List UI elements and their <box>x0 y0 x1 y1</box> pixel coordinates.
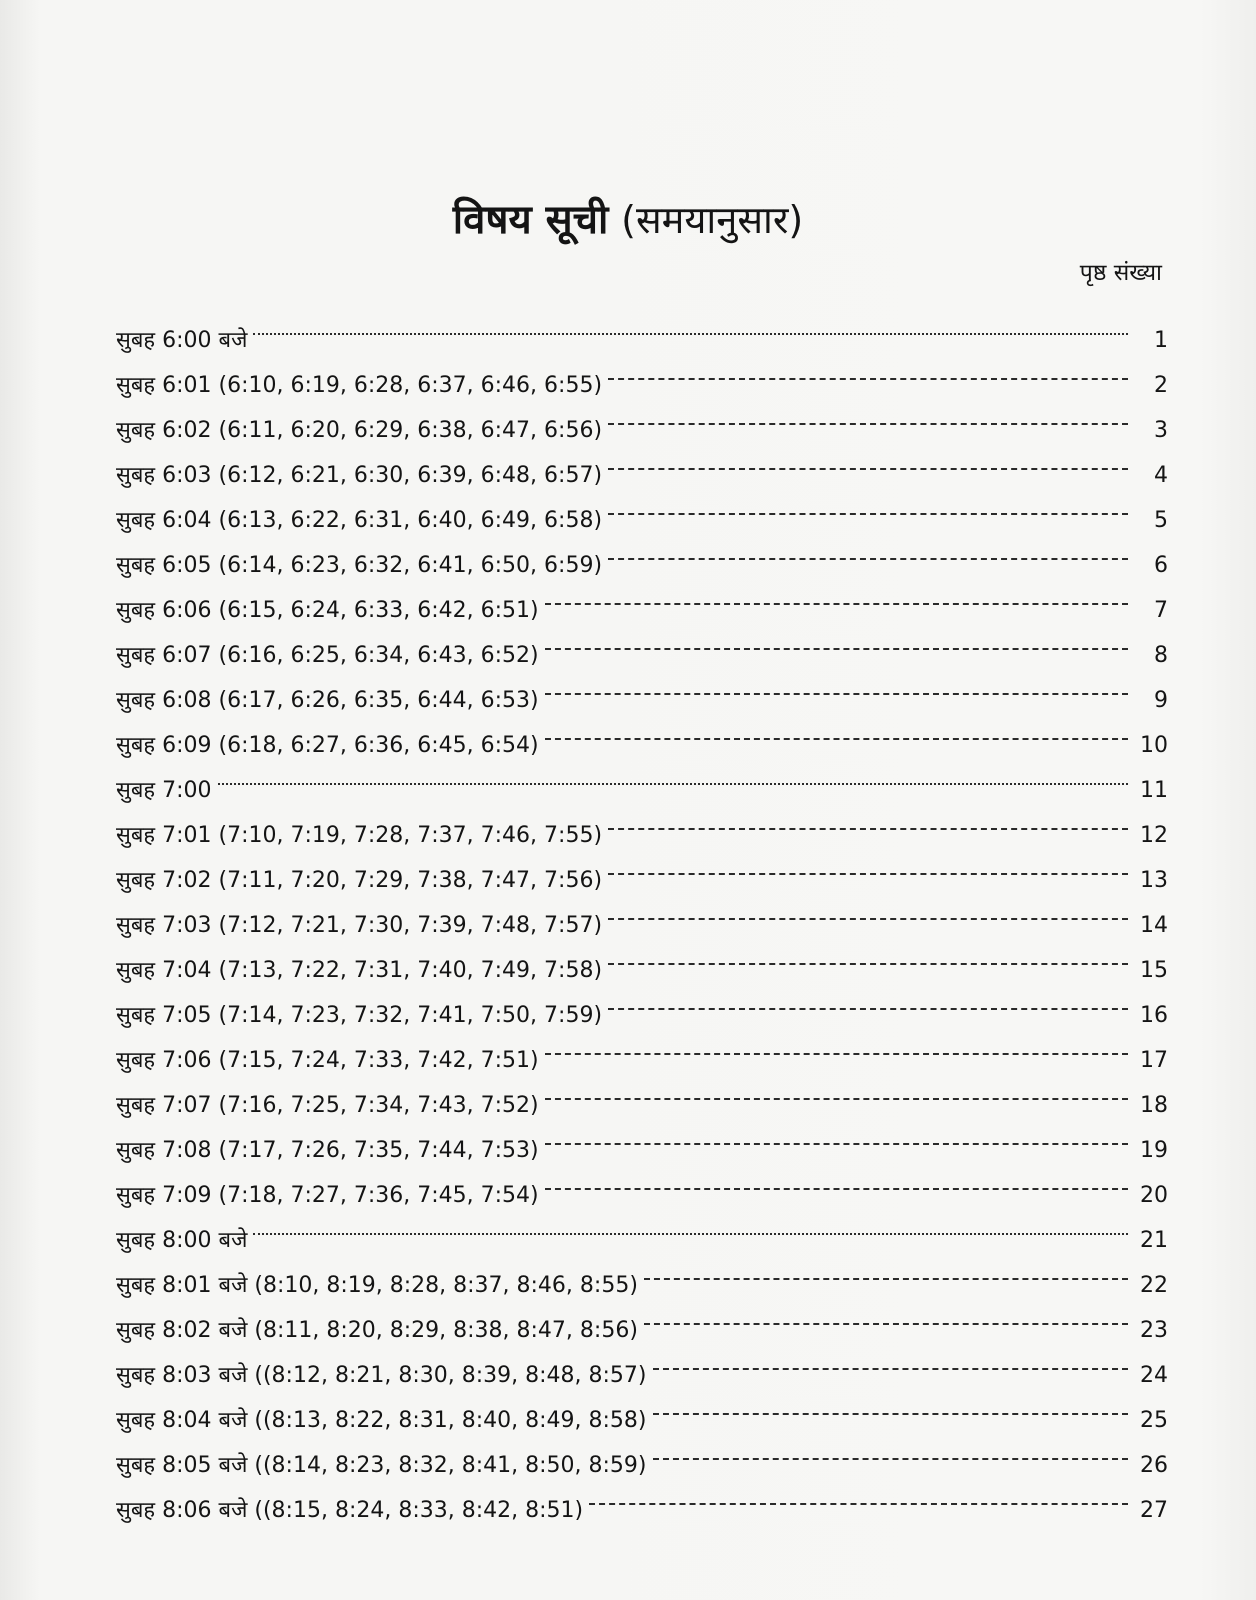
toc-entry-label: सुबह 6:08 (6:17, 6:26, 6:35, 6:44, 6:53) <box>116 688 539 713</box>
toc-entry[interactable] <box>116 797 1168 848</box>
toc-entry-page-number: 1 <box>1154 328 1168 353</box>
toc-entry-page-number: 5 <box>1154 508 1168 533</box>
toc-entry-label: सुबह 6:01 (6:10, 6:19, 6:28, 6:37, 6:46, 6:55) <box>116 373 603 398</box>
toc-leader-line <box>644 1247 1128 1292</box>
toc-entry-label: सुबह 8:05 बजे ((8:14, 8:23, 8:32, 8:41, 8:50, 8:59) <box>116 1453 647 1478</box>
toc-entry-page-number: 8 <box>1154 643 1168 668</box>
toc-entry-label: सुबह 6:04 (6:13, 6:22, 6:31, 6:40, 6:49, 6:58) <box>116 508 603 533</box>
toc-entry-label: सुबह 7:02 (7:11, 7:20, 7:29, 7:38, 7:47, 7:56) <box>116 868 603 893</box>
toc-leader-line <box>545 572 1128 617</box>
toc-entry-label: सुबह 8:01 बजे (8:10, 8:19, 8:28, 8:37, 8:46, 8:55) <box>116 1273 638 1298</box>
toc-entry-label: सुबह 7:03 (7:12, 7:21, 7:30, 7:39, 7:48, 7:57) <box>116 913 603 938</box>
toc-entry-label: सुबह 8:06 बजे ((8:15, 8:24, 8:33, 8:42, 8:51) <box>116 1498 584 1523</box>
toc-leader-line <box>608 842 1128 887</box>
toc-leader-line <box>608 437 1128 482</box>
toc-entry-label: सुबह 7:06 (7:15, 7:24, 7:33, 7:42, 7:51) <box>116 1048 539 1073</box>
toc-entry-page-number: 19 <box>1140 1138 1168 1163</box>
toc-entry[interactable] <box>116 1247 1168 1298</box>
table-of-contents <box>116 302 1168 1523</box>
toc-leader-line <box>653 1427 1129 1472</box>
toc-entry-page-number: 26 <box>1140 1453 1168 1478</box>
title-subtitle: (समयानुसार) <box>621 198 804 242</box>
toc-entry[interactable] <box>116 302 1168 353</box>
toc-leader-line <box>608 977 1128 1022</box>
toc-entry-page-number: 25 <box>1140 1408 1168 1433</box>
toc-entry-label: सुबह 6:09 (6:18, 6:27, 6:36, 6:45, 6:54) <box>116 733 539 758</box>
toc-leader-line <box>608 932 1128 977</box>
toc-entry-page-number: 3 <box>1154 418 1168 443</box>
toc-entry-page-number: 23 <box>1140 1318 1168 1343</box>
toc-leader-line <box>589 1472 1128 1517</box>
toc-entry-page-number: 6 <box>1154 553 1168 578</box>
toc-leader-line <box>608 392 1128 437</box>
toc-leader-line <box>608 527 1128 572</box>
toc-leader-line <box>608 887 1128 932</box>
toc-entry-label: सुबह 7:05 (7:14, 7:23, 7:32, 7:41, 7:50, 7:59) <box>116 1003 603 1028</box>
toc-entry[interactable] <box>116 1202 1168 1253</box>
toc-leader-line <box>545 707 1128 752</box>
toc-leader-line <box>545 1157 1128 1202</box>
toc-entry-label: सुबह 6:02 (6:11, 6:20, 6:29, 6:38, 6:47, 6:56) <box>116 418 603 443</box>
toc-entry-label: सुबह 7:07 (7:16, 7:25, 7:34, 7:43, 7:52) <box>116 1093 539 1118</box>
toc-entry-page-number: 27 <box>1140 1498 1168 1523</box>
toc-leader-line <box>608 347 1128 392</box>
toc-entry-page-number: 10 <box>1140 733 1168 758</box>
toc-leader-line <box>608 482 1128 527</box>
toc-entry-label: सुबह 8:03 बजे ((8:12, 8:21, 8:30, 8:39, 8:48, 8:57) <box>116 1363 647 1388</box>
toc-entry-page-number: 2 <box>1154 373 1168 398</box>
toc-entry-page-number: 15 <box>1140 958 1168 983</box>
toc-leader-line <box>218 752 1128 797</box>
toc-entry-page-number: 16 <box>1140 1003 1168 1028</box>
toc-entry-page-number: 13 <box>1140 868 1168 893</box>
toc-entry-label: सुबह 7:01 (7:10, 7:19, 7:28, 7:37, 7:46, 7:55) <box>116 823 603 848</box>
page-title <box>0 190 1256 250</box>
toc-entry-label: सुबह 6:06 (6:15, 6:24, 6:33, 6:42, 6:51) <box>116 598 539 623</box>
toc-entry-label: सुबह 6:03 (6:12, 6:21, 6:30, 6:39, 6:48, 6:57) <box>116 463 603 488</box>
toc-leader-line <box>253 302 1128 347</box>
toc-entry-label: सुबह 7:04 (7:13, 7:22, 7:31, 7:40, 7:49, 7:58) <box>116 958 603 983</box>
toc-entry[interactable] <box>116 347 1168 398</box>
toc-leader-line <box>644 1292 1128 1337</box>
toc-entry-label: सुबह 8:00 बजे <box>116 1228 248 1253</box>
toc-leader-line <box>653 1337 1129 1382</box>
toc-entry-label: सुबह 6:05 (6:14, 6:23, 6:32, 6:41, 6:50, 6:59) <box>116 553 603 578</box>
toc-leader-line <box>653 1382 1129 1427</box>
toc-entry-page-number: 4 <box>1154 463 1168 488</box>
toc-entry[interactable] <box>116 752 1168 803</box>
page-number-column-label: पृष्ठ संख्या <box>1079 260 1162 286</box>
toc-entry-label: सुबह 7:08 (7:17, 7:26, 7:35, 7:44, 7:53) <box>116 1138 539 1163</box>
toc-entry-page-number: 18 <box>1140 1093 1168 1118</box>
toc-entry-page-number: 7 <box>1154 598 1168 623</box>
toc-leader-line <box>545 1112 1128 1157</box>
title-text: विषय सूची <box>452 197 609 243</box>
toc-entry-label: सुबह 8:02 बजे (8:11, 8:20, 8:29, 8:38, 8:47, 8:56) <box>116 1318 638 1343</box>
toc-entry-label: सुबह 8:04 बजे ((8:13, 8:22, 8:31, 8:40, 8:49, 8:58) <box>116 1408 647 1433</box>
toc-entry-page-number: 12 <box>1140 823 1168 848</box>
toc-entry-page-number: 24 <box>1140 1363 1168 1388</box>
toc-leader-line <box>545 617 1128 662</box>
toc-leader-line <box>545 1022 1128 1067</box>
toc-entry-label: सुबह 7:09 (7:18, 7:27, 7:36, 7:45, 7:54) <box>116 1183 539 1208</box>
toc-entry-page-number: 17 <box>1140 1048 1168 1073</box>
toc-entry-label: सुबह 7:00 <box>116 778 212 803</box>
toc-entry-page-number: 11 <box>1140 778 1168 803</box>
toc-entry-label: सुबह 6:00 बजे <box>116 328 248 353</box>
toc-leader-line <box>253 1202 1128 1247</box>
toc-entry-page-number: 20 <box>1140 1183 1168 1208</box>
toc-leader-line <box>545 1067 1128 1112</box>
toc-entry-page-number: 22 <box>1140 1273 1168 1298</box>
toc-leader-line <box>545 662 1128 707</box>
toc-entry-label: सुबह 6:07 (6:16, 6:25, 6:34, 6:43, 6:52) <box>116 643 539 668</box>
toc-entry-page-number: 9 <box>1154 688 1168 713</box>
toc-entry-page-number: 14 <box>1140 913 1168 938</box>
toc-entry-page-number: 21 <box>1140 1228 1168 1253</box>
toc-leader-line <box>608 797 1128 842</box>
